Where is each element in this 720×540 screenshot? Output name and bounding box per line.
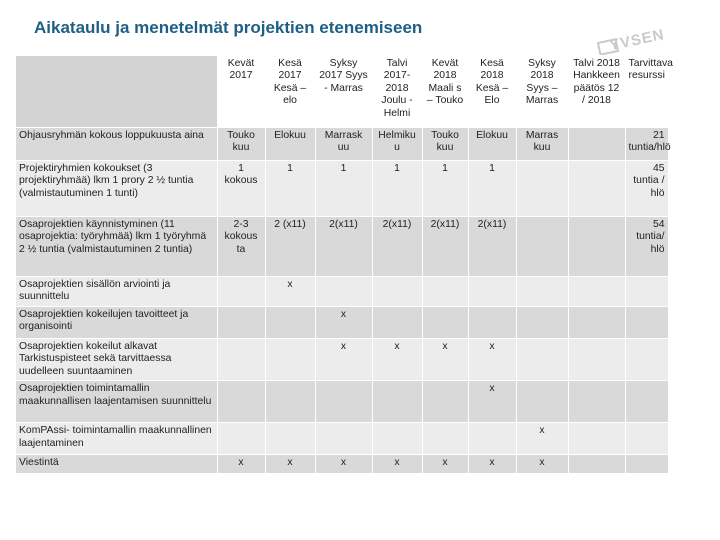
table-cell: Touko kuu [422, 128, 468, 161]
table-cell: x [372, 339, 422, 381]
table-cell [372, 277, 422, 307]
row-label: KomPAssi- toimintamallin maakunnallinen laajentaminen [16, 423, 217, 455]
table-cell [625, 455, 668, 473]
column-header: Syksy 2017 Syys - Marras [315, 56, 372, 128]
table-cell [625, 423, 668, 455]
table-cell [265, 423, 315, 455]
table-cell [265, 307, 315, 339]
header-row [16, 56, 668, 128]
table-cell: 2(x11) [468, 217, 516, 277]
table-cell [217, 423, 265, 455]
table-row [16, 455, 668, 473]
table-cell [468, 277, 516, 307]
table-cell [217, 307, 265, 339]
table-cell: x [468, 381, 516, 423]
schedule-table [16, 55, 673, 473]
page-title: Aikataulu ja menetelmät projektien etenemiseen [34, 18, 423, 37]
table-cell: 2(x11) [315, 217, 372, 277]
table-cell: 2 (x11) [265, 217, 315, 277]
table-cell [568, 455, 625, 473]
column-header: Kevät 2018 Maali s – Touko [422, 56, 468, 128]
column-header: Talvi 2017- 2018 Joulu - Helmi [372, 56, 422, 128]
table-row [16, 339, 668, 381]
table-cell [568, 161, 625, 217]
table-cell: 2(x11) [422, 217, 468, 277]
table-cell [568, 128, 625, 161]
table-cell [422, 381, 468, 423]
column-header: Syksy 2018 Syys – Marras [516, 56, 568, 128]
table-cell: 1 [315, 161, 372, 217]
table-cell [422, 307, 468, 339]
table-cell: x [516, 423, 568, 455]
table-cell [568, 277, 625, 307]
table-cell: Marras kuu [516, 128, 568, 161]
table-cell: 1 [422, 161, 468, 217]
table-row [16, 277, 668, 307]
table-cell [372, 381, 422, 423]
table-cell [516, 277, 568, 307]
table-cell [568, 381, 625, 423]
row-label: Osaprojektien kokeilujen tavoitteet ja organisointi [16, 307, 217, 339]
table-cell: 1 [372, 161, 422, 217]
table-cell: x [516, 455, 568, 473]
table-row [16, 161, 668, 217]
table-cell: x [315, 455, 372, 473]
table-cell: x [315, 339, 372, 381]
table-cell [625, 381, 668, 423]
table-cell: Touko kuu [217, 128, 265, 161]
table-cell [625, 277, 668, 307]
table-cell [568, 423, 625, 455]
table-cell: 1 [468, 161, 516, 217]
table-row [16, 423, 668, 455]
table-cell [372, 423, 422, 455]
table-cell: Elokuu [468, 128, 516, 161]
table-cell [217, 277, 265, 307]
table-cell [625, 339, 668, 381]
column-header: Talvi 2018 Hankkeen päätös 12 / 2018 [568, 56, 625, 128]
table-row [16, 307, 668, 339]
table-cell [468, 307, 516, 339]
header-corner [16, 56, 217, 128]
logo: YVSEN [607, 26, 667, 55]
table-cell: x [315, 307, 372, 339]
table-cell: 2(x11) [372, 217, 422, 277]
table-row [16, 128, 668, 161]
table-cell [265, 381, 315, 423]
table-row [16, 381, 668, 423]
table-cell [468, 423, 516, 455]
row-label: Osaprojektien sisällön arviointi ja suunnittelu [16, 277, 217, 307]
table-cell: 45 tuntia / hlö [625, 161, 668, 217]
table-cell [422, 277, 468, 307]
table-row [16, 217, 668, 277]
table-cell: x [372, 455, 422, 473]
column-header: Tarvittava resurssi [625, 56, 668, 128]
table-cell: Helmiku u [372, 128, 422, 161]
table-cell [315, 277, 372, 307]
table-cell: x [265, 455, 315, 473]
column-header: Kesä 2017 Kesä – elo [265, 56, 315, 128]
row-label: Osaprojektien toimintamallin maakunnallisen laajentamisen suunnittelu [16, 381, 217, 423]
table-cell: 54 tuntia/ hlö [625, 217, 668, 277]
table-cell [516, 339, 568, 381]
table-cell [516, 217, 568, 277]
table-cell [625, 307, 668, 339]
table-cell [516, 161, 568, 217]
row-label: Osaprojektien käynnistyminen (11 osaprojektia: työryhmää) lkm 1 työryhmä 2 ½ tuntia (valmistautuminen 2 tuntia) [16, 217, 217, 277]
table-cell [217, 339, 265, 381]
table-cell [217, 381, 265, 423]
table-cell [568, 217, 625, 277]
table-cell [265, 339, 315, 381]
table-cell: Marrask uu [315, 128, 372, 161]
table-cell [372, 307, 422, 339]
table-cell [422, 423, 468, 455]
row-label: Projektiryhmien kokoukset (3 projektiryhmää) lkm 1 prory 2 ½ tuntia (valmistautuminen 1 tunti) [16, 161, 217, 217]
table-cell: 21 tuntia/hlö [625, 128, 668, 161]
table-cell [516, 381, 568, 423]
table-cell: 1 kokous [217, 161, 265, 217]
table-cell [568, 339, 625, 381]
table-cell: x [422, 455, 468, 473]
table-cell: x [217, 455, 265, 473]
table-cell: x [422, 339, 468, 381]
column-header: Kesä 2018 Kesä – Elo [468, 56, 516, 128]
row-label: Ohjausryhmän kokous loppukuusta aina [16, 128, 217, 161]
table-cell [315, 423, 372, 455]
table-cell: x [468, 339, 516, 381]
table-cell [315, 381, 372, 423]
table-cell [568, 307, 625, 339]
table-cell: 1 [265, 161, 315, 217]
table-cell: 2-3 kokous ta [217, 217, 265, 277]
row-label: Viestintä [16, 455, 217, 473]
table-cell: x [265, 277, 315, 307]
table-cell [516, 307, 568, 339]
column-header: Kevät 2017 [217, 56, 265, 128]
table-cell: Elokuu [265, 128, 315, 161]
row-label: Osaprojektien kokeilut alkavat Tarkistuspisteet sekä tarvittaessa uudelleen suuntaaminen [16, 339, 217, 381]
table-cell: x [468, 455, 516, 473]
